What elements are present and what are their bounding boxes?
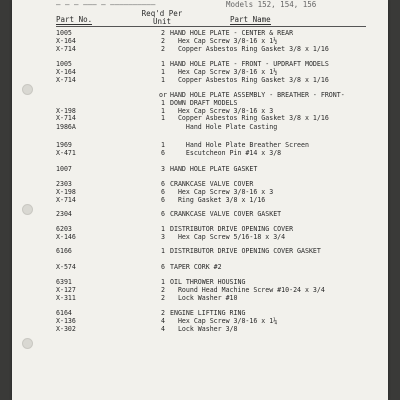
quantity-required-line: 2 <box>161 293 165 302</box>
part-number-line: 1005 <box>56 29 72 37</box>
part-name-line: HAND HOLE PLATE - CENTER & REAR <box>170 29 294 37</box>
part-name-line: Ring Gasket 3/8 x 1/16 <box>170 195 266 204</box>
quantity-required-line: 4 <box>161 316 165 325</box>
quantity-required-line: 1 <box>161 114 165 123</box>
quantity-required-line: or <box>159 91 167 99</box>
quantity-required-line: 6 <box>161 263 165 271</box>
quantity-required-line: 1 <box>161 67 165 76</box>
quantity-required-line: 1 <box>161 106 165 115</box>
part-name-line: OIL THROWER HOUSING <box>170 278 246 286</box>
part-number-line: X-574 <box>56 263 76 271</box>
part-name-line: Escutcheon Pin #14 x 3/8 <box>170 148 282 157</box>
part-name-line: Hex Cap Screw 5/16-18 x 3/4 <box>170 232 286 241</box>
part-number <box>56 124 116 132</box>
part-number-line: X-311 <box>56 293 76 302</box>
part-name-line: Copper Asbestos Ring Gasket 3/8 x 1/16 <box>170 44 329 53</box>
part-number <box>56 61 116 84</box>
part-number-line: X-198 <box>56 187 76 196</box>
part-number-line: X-127 <box>56 285 76 294</box>
part-number-line: 2303 <box>56 180 72 188</box>
part-number-line: X-471 <box>56 148 76 157</box>
punch-hole <box>22 204 33 215</box>
header-left-text: — — — ——— — —————————— <box>56 0 156 9</box>
part-name-line: CRANKCASE VALVE COVER GASKET <box>170 210 282 218</box>
part-name-line: Lock Washer #10 <box>170 293 238 302</box>
quantity-required-line: 3 <box>161 232 165 241</box>
part-number <box>56 181 116 204</box>
part-number <box>56 142 116 158</box>
column-header-reqd: Req'd Per Unit <box>141 9 183 26</box>
column-header-part-name: Part Name <box>230 15 271 24</box>
part-number-line: X-146 <box>56 232 76 241</box>
quantity-required-line: 1 <box>161 75 165 84</box>
quantity-required-line: 6 <box>161 180 165 188</box>
part-number <box>56 226 116 242</box>
part-name <box>170 166 380 174</box>
part-number <box>56 211 116 219</box>
part-name <box>170 310 380 333</box>
part-number-line: 1969 <box>56 141 72 149</box>
part-name <box>170 226 380 242</box>
quantity-required-line: 6 <box>161 148 165 157</box>
quantity-required-line: 1 <box>161 60 165 68</box>
part-name-line: DISTRIBUTOR DRIVE OPENING COVER GASKET <box>170 247 321 255</box>
part-name-line: Round Head Machine Screw #10-24 x 3/4 <box>170 285 325 294</box>
quantity-required-line: 1 <box>161 98 165 107</box>
part-name-line: Lock Washer 3/8 <box>170 324 238 333</box>
header-models: Models 152, 154, 156 <box>226 0 317 9</box>
part-name <box>170 124 380 132</box>
quantity-required-line: 1 <box>161 247 165 255</box>
part-name-line: Hand Hole Plate Casting <box>170 123 278 131</box>
part-name-line: ENGINE LIFTING RING <box>170 309 246 317</box>
part-number-line: 1007 <box>56 165 72 173</box>
part-number <box>56 248 116 256</box>
part-name <box>170 248 380 256</box>
header-rule <box>56 26 366 27</box>
column-header-part-no: Part No. <box>56 15 93 24</box>
part-number-line: 6203 <box>56 225 72 233</box>
part-number-line: 1986A <box>56 123 76 131</box>
part-number-line: X-714 <box>56 44 76 53</box>
part-number-line: X-714 <box>56 75 76 84</box>
part-name-line: HAND HOLE PLATE ASSEMBLY - BREATHER - FRONT- <box>170 91 345 99</box>
punch-hole <box>22 338 33 349</box>
part-name-line: TAPER CORK #2 <box>170 263 222 271</box>
part-name-line: CRANKCASE VALVE COVER <box>170 180 254 188</box>
part-name-line: HAND HOLE PLATE GASKET <box>170 165 258 173</box>
part-name-line: Hex Cap Screw 3/8-16 x 1½ <box>170 36 278 45</box>
quantity-required-line: 1 <box>161 141 165 149</box>
part-number-line: X-198 <box>56 106 76 115</box>
quantity-required-line: 1 <box>161 225 165 233</box>
document-page <box>12 0 388 400</box>
part-number-line: X-136 <box>56 316 76 325</box>
quantity-required-line: 2 <box>161 29 165 37</box>
quantity-required-line: 1 <box>161 278 165 286</box>
part-number-line: X-302 <box>56 324 76 333</box>
quantity-required-line: 2 <box>161 309 165 317</box>
part-name <box>170 264 380 272</box>
part-name <box>170 142 380 158</box>
part-name-line: Copper Asbestos Ring Gasket 3/8 x 1/16 <box>170 75 329 84</box>
part-number <box>56 166 116 174</box>
part-number-line: 6391 <box>56 278 72 286</box>
part-name-line: Hex Cap Screw 3/8-16 x 1¼ <box>170 316 278 325</box>
part-number <box>56 30 116 53</box>
part-name <box>170 30 380 53</box>
part-number-line: 1005 <box>56 60 72 68</box>
part-number <box>56 92 116 123</box>
quantity-required-line: 6 <box>161 187 165 196</box>
part-number-line: 6166 <box>56 247 72 255</box>
part-name-line: HAND HOLE PLATE - FRONT - UPDRAFT MODELS <box>170 60 329 68</box>
part-number-line: 6164 <box>56 309 72 317</box>
part-name-line: Hand Hole Plate Breather Screen <box>170 141 309 149</box>
part-name-line: Hex Cap Screw 3/8-16 x 3 <box>170 187 274 196</box>
quantity-required-line: 6 <box>161 210 165 218</box>
part-name <box>170 61 380 84</box>
part-name <box>170 92 380 123</box>
part-name <box>170 181 380 204</box>
part-name-line: Hex Cap Screw 3/8-16 x 1½ <box>170 67 278 76</box>
part-name-line: Copper Asbestos Ring Gasket 3/8 x 1/16 <box>170 114 329 123</box>
part-name <box>170 211 380 219</box>
part-number-line: X-164 <box>56 36 76 45</box>
part-number-line: X-714 <box>56 195 76 204</box>
quantity-required-line: 2 <box>161 44 165 53</box>
part-number <box>56 310 116 333</box>
quantity-required-line: 4 <box>161 324 165 333</box>
part-number-line: 2304 <box>56 210 72 218</box>
punch-hole <box>22 84 33 95</box>
part-number <box>56 279 116 302</box>
part-name-line: Hex Cap Screw 3/8-16 x 3 <box>170 106 274 115</box>
quantity-required-line: 6 <box>161 195 165 204</box>
part-name <box>170 279 380 302</box>
part-number-line <box>56 92 116 100</box>
quantity-required-line: 3 <box>161 165 165 173</box>
part-name-line: DISTRIBUTOR DRIVE OPENING COVER <box>170 225 294 233</box>
quantity-required-line: 2 <box>161 285 165 294</box>
part-number-line: X-164 <box>56 67 76 76</box>
part-number-line: X-714 <box>56 114 76 123</box>
quantity-required-line: 2 <box>161 36 165 45</box>
part-number <box>56 264 116 272</box>
part-name-line: DOWN DRAFT MODELS <box>170 98 238 107</box>
